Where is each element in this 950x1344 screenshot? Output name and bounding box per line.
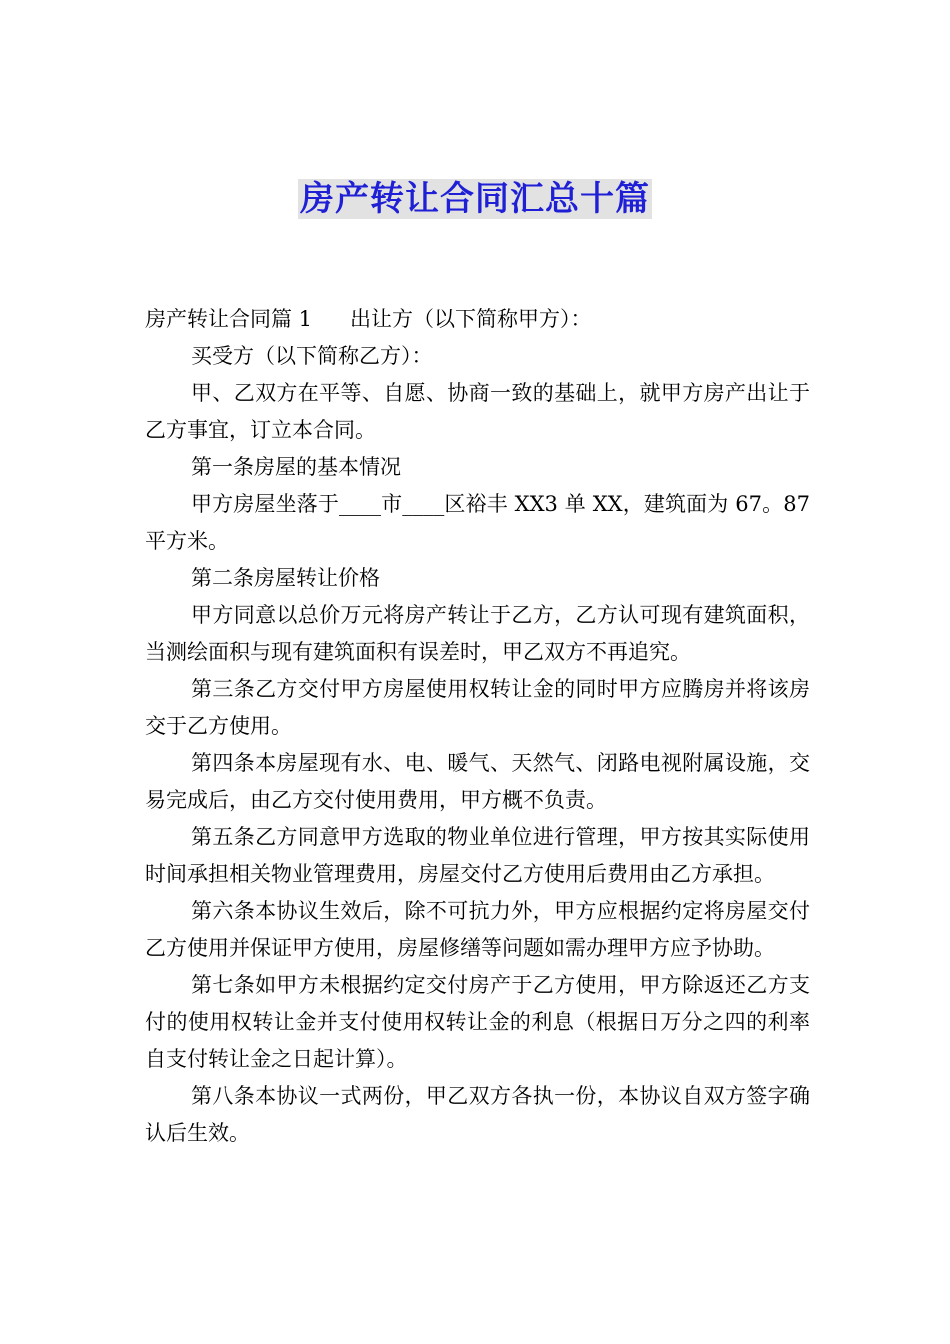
paragraph: 第六条本协议生效后，除不可抗力外，甲方应根据约定将房屋交付乙方使用并保证甲方使用，房屋修缮等问题如需办理甲方应予协助。 bbox=[145, 899, 810, 960]
paragraph: 第三条乙方交付甲方房屋使用权转让金的同时甲方应腾房并将该房交于乙方使用。 bbox=[145, 677, 810, 738]
paragraph: 第四条本房屋现有水、电、暖气、天然气、闭路电视附属设施，交易完成后，由乙方交付使用费用，甲方概不负责。 bbox=[145, 751, 810, 812]
paragraph: 第二条房屋转让价格 bbox=[191, 566, 380, 590]
seller-party-line: 出让方（以下简称甲方）： bbox=[350, 307, 592, 331]
document-body bbox=[145, 301, 810, 1152]
paragraph: 甲方同意以总价万元将房产转让于乙方，乙方认可现有建筑面积，当测绘面积与现有建筑面积有误差时，甲乙双方不再追究。 bbox=[145, 603, 810, 664]
paragraph: 第八条本协议一式两份，甲乙双方各执一份，本协议自双方签字确认后生效。 bbox=[145, 1084, 810, 1145]
paragraph: 买受方（以下简称乙方）： bbox=[191, 344, 433, 368]
document-title-text: 房产转让合同汇总十篇 bbox=[300, 179, 650, 219]
paragraph: 第七条如甲方未根据约定交付房产于乙方使用，甲方除返还乙方支付的使用权转让金并支付使用权转让金的利息（根据日万分之四的利率自支付转让金之日起计算）。 bbox=[145, 973, 810, 1071]
paragraph: 第五条乙方同意甲方选取的物业单位进行管理，甲方按其实际使用时间承担相关物业管理费用，房屋交付乙方使用后费用由乙方承担。 bbox=[145, 825, 810, 886]
heading-line bbox=[145, 301, 810, 338]
section-heading: 房产转让合同篇 1 bbox=[145, 307, 313, 331]
paragraph: 第一条房屋的基本情况 bbox=[191, 455, 401, 479]
paragraph: 甲、乙双方在平等、自愿、协商一致的基础上，就甲方房产出让于乙方事宜，订立本合同。 bbox=[145, 381, 810, 442]
paragraph: 甲方房屋坐落于____市____区裕丰 XX3 单 XX，建筑面为 67。87 平方米。 bbox=[145, 492, 810, 553]
document-title bbox=[0, 176, 950, 222]
